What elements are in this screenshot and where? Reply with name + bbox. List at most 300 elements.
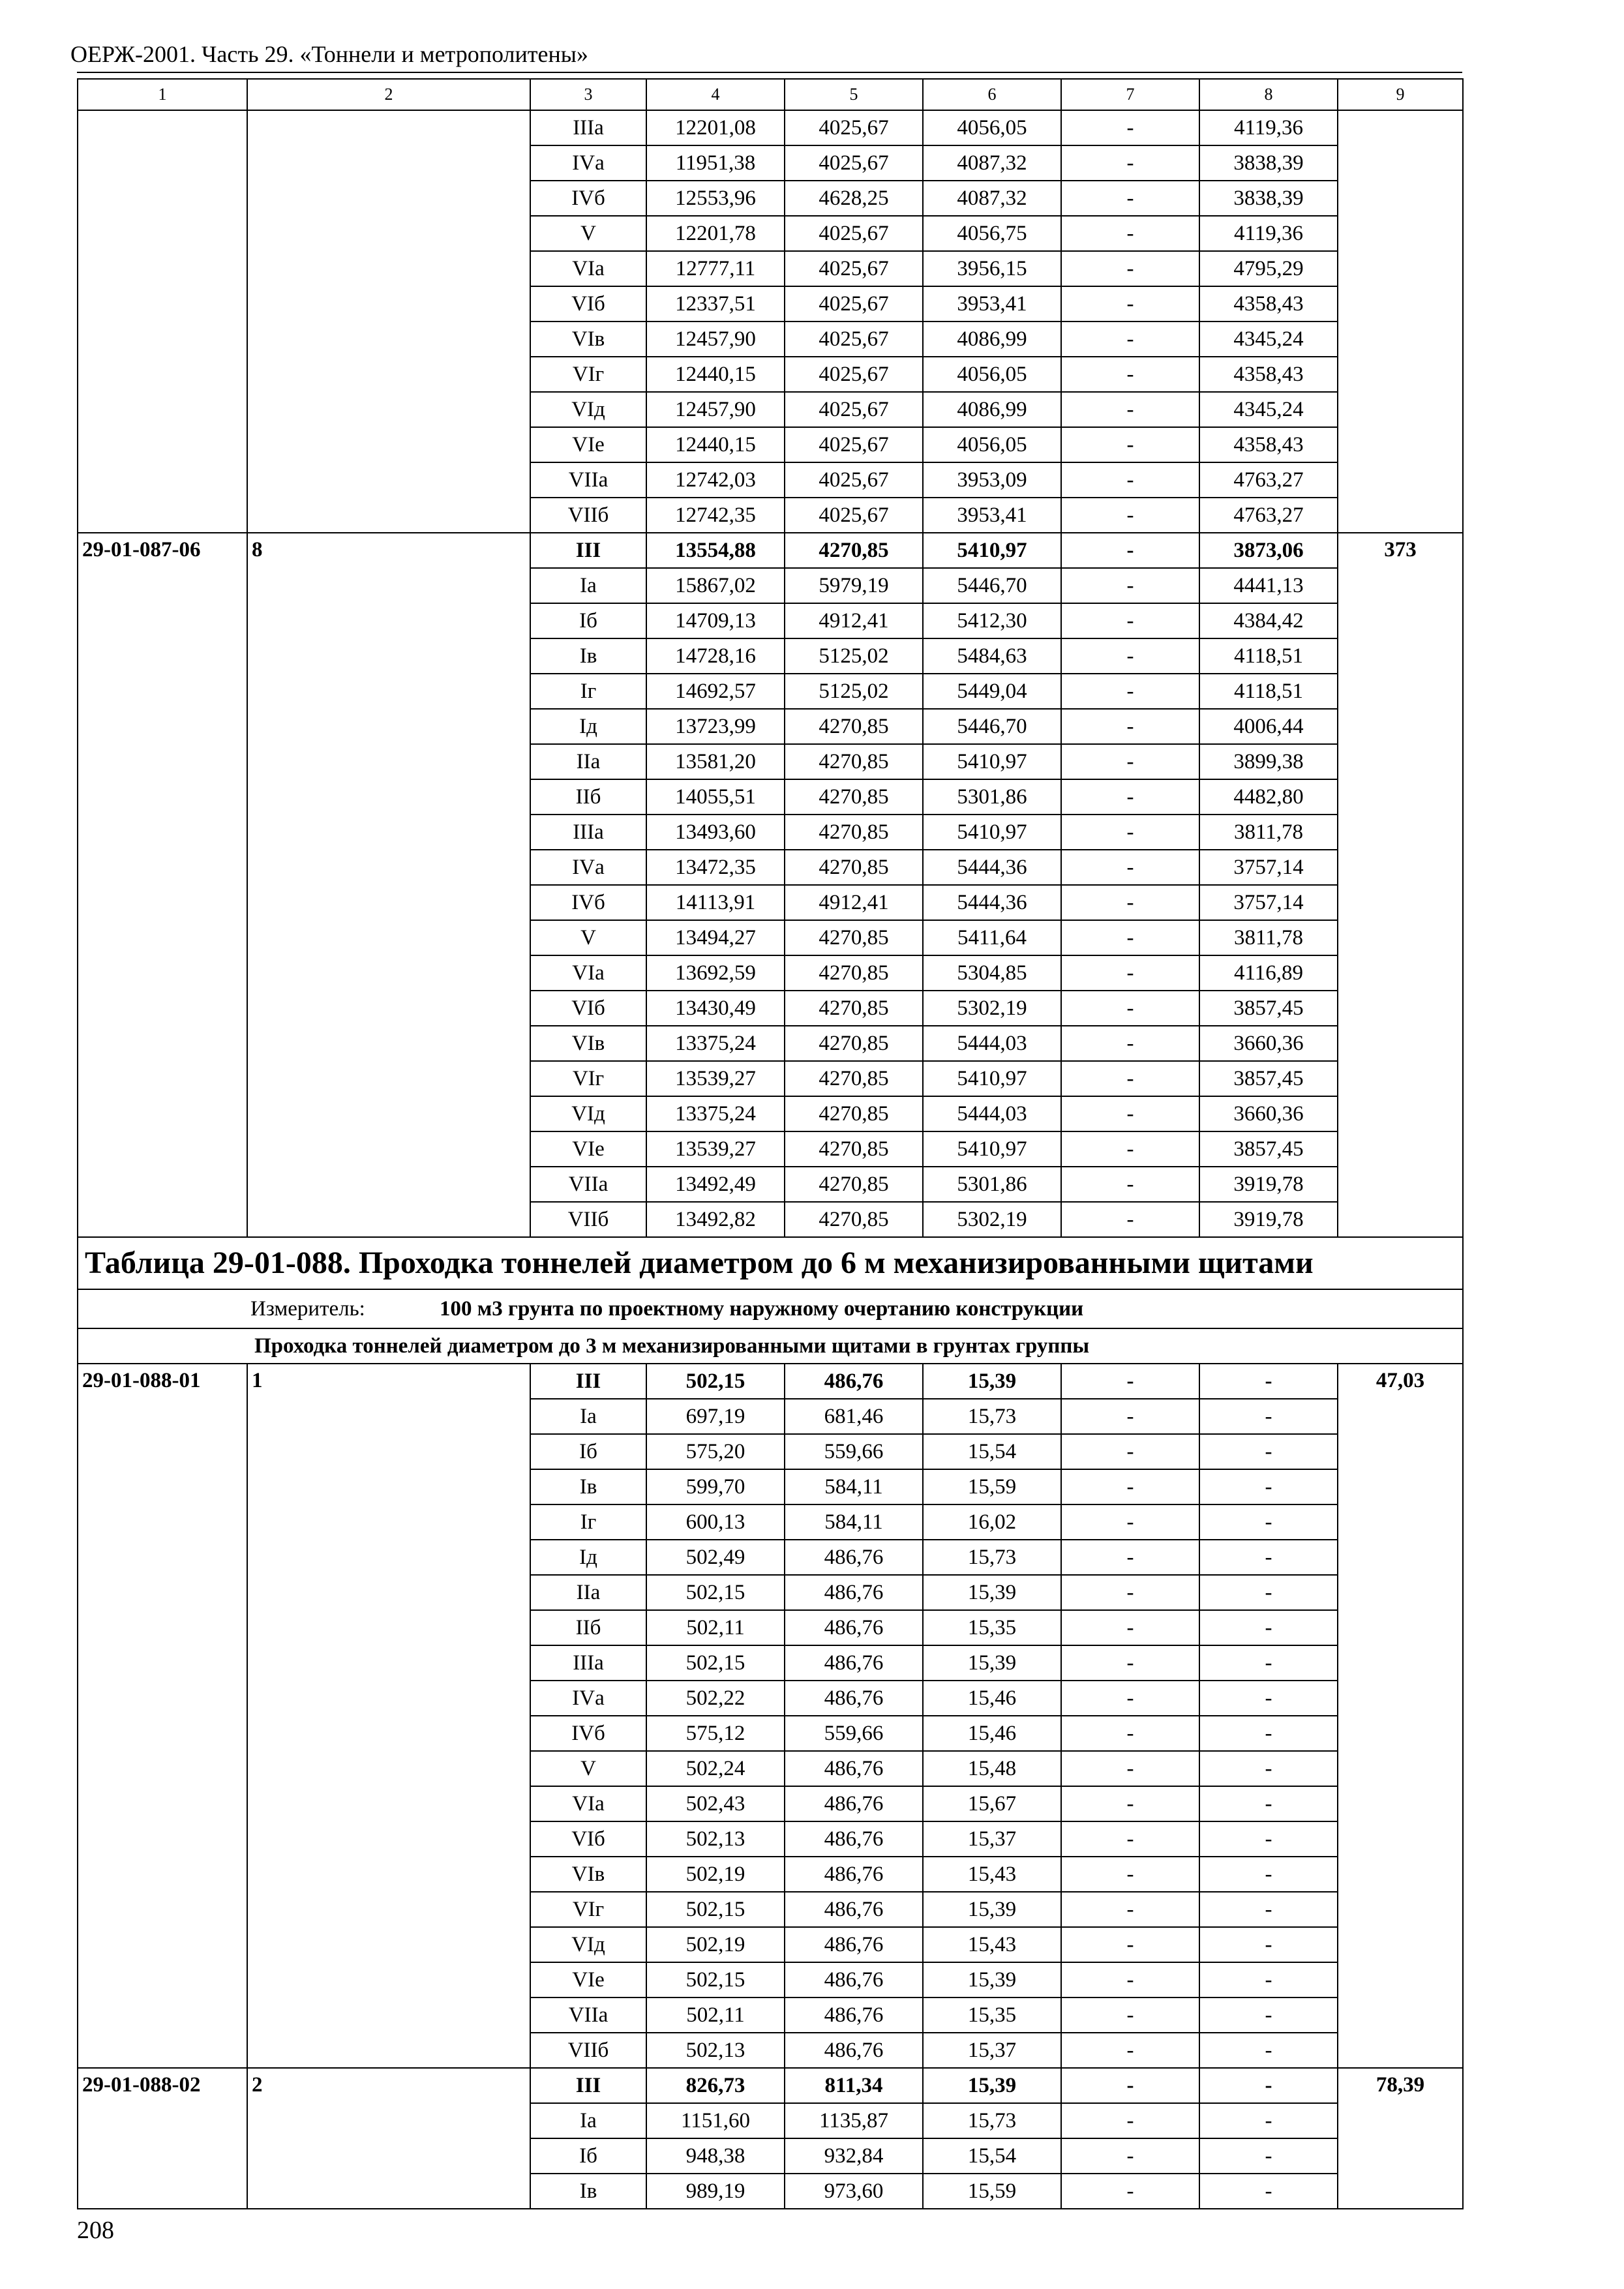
machine-operation: 3953,41 bbox=[923, 286, 1061, 322]
wages: 486,76 bbox=[785, 1997, 923, 2033]
materials: 4482,80 bbox=[1199, 779, 1338, 815]
machine-operation: 15,46 bbox=[923, 1716, 1061, 1751]
wages: 681,46 bbox=[785, 1399, 923, 1434]
operator-wages: - bbox=[1061, 1892, 1199, 1927]
machine-operation: 4056,05 bbox=[923, 427, 1061, 462]
materials: 3660,36 bbox=[1199, 1026, 1338, 1061]
materials: - bbox=[1199, 1399, 1338, 1434]
materials: 4118,51 bbox=[1199, 638, 1338, 674]
machine-operation: 5444,03 bbox=[923, 1096, 1061, 1131]
wages: 4025,67 bbox=[785, 462, 923, 498]
materials: 4384,42 bbox=[1199, 603, 1338, 638]
column-number: 3 bbox=[530, 79, 646, 110]
soil-group: Iд bbox=[530, 709, 646, 744]
materials: - bbox=[1199, 2103, 1338, 2138]
wages: 584,11 bbox=[785, 1469, 923, 1504]
materials: 4763,27 bbox=[1199, 462, 1338, 498]
machine-operation: 5484,63 bbox=[923, 638, 1061, 674]
soil-group: VIIб bbox=[530, 498, 646, 533]
soil-group: V bbox=[530, 216, 646, 251]
wages: 4270,85 bbox=[785, 1202, 923, 1237]
materials: - bbox=[1199, 1716, 1338, 1751]
total-cost: 502,15 bbox=[646, 1962, 785, 1997]
soil-group: Iг bbox=[530, 1504, 646, 1540]
operator-wages: - bbox=[1061, 779, 1199, 815]
column-number: 2 bbox=[247, 79, 530, 110]
operator-wages: - bbox=[1061, 568, 1199, 603]
soil-group: VIв bbox=[530, 322, 646, 357]
operator-wages: - bbox=[1061, 1096, 1199, 1131]
materials: 4116,89 bbox=[1199, 955, 1338, 991]
wages: 932,84 bbox=[785, 2138, 923, 2174]
soil-group: IIб bbox=[530, 1610, 646, 1645]
materials: 3811,78 bbox=[1199, 920, 1338, 955]
materials: - bbox=[1199, 1645, 1338, 1681]
soil-group: IVб bbox=[530, 885, 646, 920]
materials: 4795,29 bbox=[1199, 251, 1338, 286]
operator-wages: - bbox=[1061, 462, 1199, 498]
operator-wages: - bbox=[1061, 1786, 1199, 1821]
total-cost: 502,22 bbox=[646, 1681, 785, 1716]
operator-wages: - bbox=[1061, 1716, 1199, 1751]
machine-operation: 5449,04 bbox=[923, 674, 1061, 709]
soil-group: IIIа bbox=[530, 815, 646, 850]
machine-operation: 4087,32 bbox=[923, 181, 1061, 216]
materials: - bbox=[1199, 1857, 1338, 1892]
machine-operation: 15,48 bbox=[923, 1751, 1061, 1786]
wages: 4025,67 bbox=[785, 322, 923, 357]
total-cost: 502,43 bbox=[646, 1786, 785, 1821]
operator-wages: - bbox=[1061, 1927, 1199, 1962]
materials: 3757,14 bbox=[1199, 885, 1338, 920]
operator-wages: - bbox=[1061, 1131, 1199, 1167]
total-cost: 502,15 bbox=[646, 1575, 785, 1610]
materials: 4119,36 bbox=[1199, 216, 1338, 251]
total-cost: 13375,24 bbox=[646, 1096, 785, 1131]
rate-number: 1 bbox=[247, 1364, 530, 2068]
operator-wages: - bbox=[1061, 1610, 1199, 1645]
wages: 486,76 bbox=[785, 1927, 923, 1962]
total-cost: 600,13 bbox=[646, 1504, 785, 1540]
operator-wages: - bbox=[1061, 709, 1199, 744]
materials: 3873,06 bbox=[1199, 533, 1338, 568]
soil-group: VIб bbox=[530, 286, 646, 322]
machine-operation: 4087,32 bbox=[923, 145, 1061, 181]
soil-group: VIе bbox=[530, 427, 646, 462]
wages: 4025,67 bbox=[785, 286, 923, 322]
measure-value: 100 м3 грунта по проектному наружному очертанию конструкции bbox=[440, 1297, 1084, 1321]
table-row bbox=[78, 1364, 1463, 1399]
materials: - bbox=[1199, 1540, 1338, 1575]
soil-group: VIд bbox=[530, 392, 646, 427]
operator-wages: - bbox=[1061, 1540, 1199, 1575]
table-row bbox=[78, 2068, 1463, 2103]
soil-group: IIа bbox=[530, 1575, 646, 1610]
materials: - bbox=[1199, 2033, 1338, 2068]
total-cost: 12440,15 bbox=[646, 357, 785, 392]
total-cost: 697,19 bbox=[646, 1399, 785, 1434]
operator-wages: - bbox=[1061, 674, 1199, 709]
total-cost: 14692,57 bbox=[646, 674, 785, 709]
materials: 4118,51 bbox=[1199, 674, 1338, 709]
wages: 4912,41 bbox=[785, 603, 923, 638]
soil-group: Iг bbox=[530, 674, 646, 709]
total-cost: 575,20 bbox=[646, 1434, 785, 1469]
table-row bbox=[78, 533, 1463, 568]
operator-wages: - bbox=[1061, 251, 1199, 286]
operator-wages: - bbox=[1061, 1821, 1199, 1857]
machine-operation: 3953,09 bbox=[923, 462, 1061, 498]
machine-operation: 5444,03 bbox=[923, 1026, 1061, 1061]
operator-wages: - bbox=[1061, 955, 1199, 991]
operator-wages: - bbox=[1061, 1504, 1199, 1540]
wages: 486,76 bbox=[785, 2033, 923, 2068]
machine-operation: 5410,97 bbox=[923, 1131, 1061, 1167]
soil-group: IIа bbox=[530, 744, 646, 779]
soil-group: III bbox=[530, 2068, 646, 2103]
materials: - bbox=[1199, 1681, 1338, 1716]
wages: 486,76 bbox=[785, 1857, 923, 1892]
wages: 4270,85 bbox=[785, 1096, 923, 1131]
total-cost: 12201,08 bbox=[646, 110, 785, 145]
soil-group: VIе bbox=[530, 1962, 646, 1997]
machine-operation: 15,39 bbox=[923, 2068, 1061, 2103]
soil-group: Iа bbox=[530, 1399, 646, 1434]
wages: 559,66 bbox=[785, 1716, 923, 1751]
materials: - bbox=[1199, 1610, 1338, 1645]
column-number: 1 bbox=[78, 79, 247, 110]
machine-operation: 4056,05 bbox=[923, 110, 1061, 145]
soil-group: Iв bbox=[530, 2174, 646, 2209]
total-cost: 13692,59 bbox=[646, 955, 785, 991]
operator-wages: - bbox=[1061, 1645, 1199, 1681]
wages: 811,34 bbox=[785, 2068, 923, 2103]
materials: - bbox=[1199, 1962, 1338, 1997]
soil-group: IVа bbox=[530, 850, 646, 885]
operator-wages: - bbox=[1061, 110, 1199, 145]
rates-table-body bbox=[78, 79, 1463, 2209]
wages: 4270,85 bbox=[785, 1061, 923, 1096]
materials: - bbox=[1199, 1469, 1338, 1504]
total-cost: 502,13 bbox=[646, 2033, 785, 2068]
rate-code: 29-01-087-06 bbox=[78, 533, 247, 1237]
operator-wages: - bbox=[1061, 533, 1199, 568]
soil-group: Iб bbox=[530, 603, 646, 638]
operator-wages: - bbox=[1061, 2068, 1199, 2103]
wages: 4270,85 bbox=[785, 850, 923, 885]
operator-wages: - bbox=[1061, 322, 1199, 357]
wages: 4270,85 bbox=[785, 1131, 923, 1167]
wages: 486,76 bbox=[785, 1786, 923, 1821]
operator-wages: - bbox=[1061, 2174, 1199, 2209]
col9-value: 47,03 bbox=[1338, 1364, 1463, 2068]
operator-wages: - bbox=[1061, 850, 1199, 885]
operator-wages: - bbox=[1061, 357, 1199, 392]
wages: 486,76 bbox=[785, 1681, 923, 1716]
total-cost: 13554,88 bbox=[646, 533, 785, 568]
materials: 3919,78 bbox=[1199, 1202, 1338, 1237]
page-header-title: ОЕРЖ-2001. Часть 29. «Тоннели и метрополитены» bbox=[70, 41, 588, 67]
machine-operation: 15,43 bbox=[923, 1927, 1061, 1962]
rate-code: 29-01-088-02 bbox=[78, 2068, 247, 2209]
machine-operation: 5446,70 bbox=[923, 709, 1061, 744]
soil-group: VIа bbox=[530, 251, 646, 286]
wages: 5979,19 bbox=[785, 568, 923, 603]
wages: 4912,41 bbox=[785, 885, 923, 920]
total-cost: 13472,35 bbox=[646, 850, 785, 885]
operator-wages: - bbox=[1061, 498, 1199, 533]
total-cost: 13723,99 bbox=[646, 709, 785, 744]
wages: 4025,67 bbox=[785, 357, 923, 392]
materials: - bbox=[1199, 2138, 1338, 2174]
soil-group: VIIа bbox=[530, 1167, 646, 1202]
soil-group: VIд bbox=[530, 1927, 646, 1962]
soil-group: IVб bbox=[530, 1716, 646, 1751]
wages: 4025,67 bbox=[785, 251, 923, 286]
operator-wages: - bbox=[1061, 2103, 1199, 2138]
rate-number: 2 bbox=[247, 2068, 530, 2209]
machine-operation: 15,37 bbox=[923, 1821, 1061, 1857]
soil-group: VIа bbox=[530, 955, 646, 991]
wages: 5125,02 bbox=[785, 638, 923, 674]
wages: 4270,85 bbox=[785, 744, 923, 779]
wages: 559,66 bbox=[785, 1434, 923, 1469]
wages: 4025,67 bbox=[785, 392, 923, 427]
total-cost: 502,19 bbox=[646, 1927, 785, 1962]
soil-group: VIIа bbox=[530, 1997, 646, 2033]
operator-wages: - bbox=[1061, 744, 1199, 779]
total-cost: 12337,51 bbox=[646, 286, 785, 322]
machine-operation: 15,35 bbox=[923, 1997, 1061, 2033]
column-number: 8 bbox=[1199, 79, 1338, 110]
soil-group: IVб bbox=[530, 181, 646, 216]
operator-wages: - bbox=[1061, 991, 1199, 1026]
measure-label: Измеритель: bbox=[250, 1297, 365, 1321]
soil-group: V bbox=[530, 920, 646, 955]
materials: 3660,36 bbox=[1199, 1096, 1338, 1131]
machine-operation: 5444,36 bbox=[923, 850, 1061, 885]
wages: 4270,85 bbox=[785, 533, 923, 568]
soil-group: IIIа bbox=[530, 110, 646, 145]
measure-row bbox=[78, 1289, 1463, 1328]
operator-wages: - bbox=[1061, 1575, 1199, 1610]
wages: 4025,67 bbox=[785, 498, 923, 533]
rate-code bbox=[78, 110, 247, 533]
soil-group: Iа bbox=[530, 2103, 646, 2138]
operator-wages: - bbox=[1061, 920, 1199, 955]
wages: 4025,67 bbox=[785, 110, 923, 145]
materials: - bbox=[1199, 1751, 1338, 1786]
machine-operation: 15,39 bbox=[923, 1645, 1061, 1681]
header-rule bbox=[77, 72, 1462, 73]
table-title-row bbox=[78, 1237, 1463, 1289]
wages: 486,76 bbox=[785, 1610, 923, 1645]
soil-group: VIб bbox=[530, 991, 646, 1026]
materials: - bbox=[1199, 1927, 1338, 1962]
total-cost: 14709,13 bbox=[646, 603, 785, 638]
total-cost: 575,12 bbox=[646, 1716, 785, 1751]
rate-number: 8 bbox=[247, 533, 530, 1237]
machine-operation: 15,59 bbox=[923, 1469, 1061, 1504]
total-cost: 13430,49 bbox=[646, 991, 785, 1026]
operator-wages: - bbox=[1061, 1469, 1199, 1504]
machine-operation: 5410,97 bbox=[923, 744, 1061, 779]
materials: - bbox=[1199, 1892, 1338, 1927]
total-cost: 13493,60 bbox=[646, 815, 785, 850]
machine-operation: 5304,85 bbox=[923, 955, 1061, 991]
total-cost: 11951,38 bbox=[646, 145, 785, 181]
soil-group: Iд bbox=[530, 1540, 646, 1575]
total-cost: 948,38 bbox=[646, 2138, 785, 2174]
machine-operation: 15,54 bbox=[923, 2138, 1061, 2174]
operator-wages: - bbox=[1061, 1061, 1199, 1096]
rate-number bbox=[247, 110, 530, 533]
operator-wages: - bbox=[1061, 392, 1199, 427]
machine-operation: 15,35 bbox=[923, 1610, 1061, 1645]
machine-operation: 4086,99 bbox=[923, 322, 1061, 357]
total-cost: 15867,02 bbox=[646, 568, 785, 603]
machine-operation: 15,67 bbox=[923, 1786, 1061, 1821]
total-cost: 12742,03 bbox=[646, 462, 785, 498]
total-cost: 502,49 bbox=[646, 1540, 785, 1575]
wages: 4270,85 bbox=[785, 709, 923, 744]
operator-wages: - bbox=[1061, 1997, 1199, 2033]
wages: 4025,67 bbox=[785, 427, 923, 462]
machine-operation: 15,73 bbox=[923, 1540, 1061, 1575]
machine-operation: 15,73 bbox=[923, 2103, 1061, 2138]
column-number-row bbox=[78, 79, 1463, 110]
materials: 3811,78 bbox=[1199, 815, 1338, 850]
wages: 486,76 bbox=[785, 1751, 923, 1786]
wages: 4270,85 bbox=[785, 779, 923, 815]
total-cost: 12742,35 bbox=[646, 498, 785, 533]
wages: 584,11 bbox=[785, 1504, 923, 1540]
materials: 4119,36 bbox=[1199, 110, 1338, 145]
operator-wages: - bbox=[1061, 427, 1199, 462]
machine-operation: 5302,19 bbox=[923, 991, 1061, 1026]
col9-value bbox=[1338, 110, 1463, 533]
operator-wages: - bbox=[1061, 1167, 1199, 1202]
machine-operation: 15,54 bbox=[923, 1434, 1061, 1469]
total-cost: 14728,16 bbox=[646, 638, 785, 674]
machine-operation: 5410,97 bbox=[923, 815, 1061, 850]
total-cost: 13581,20 bbox=[646, 744, 785, 779]
subheading: Проходка тоннелей диаметром до 3 м механизированными щитами в грунтах группы bbox=[78, 1328, 1463, 1364]
subheading-row bbox=[78, 1328, 1463, 1364]
operator-wages: - bbox=[1061, 1751, 1199, 1786]
soil-group: IIб bbox=[530, 779, 646, 815]
total-cost: 12777,11 bbox=[646, 251, 785, 286]
total-cost: 13375,24 bbox=[646, 1026, 785, 1061]
soil-group: Iб bbox=[530, 2138, 646, 2174]
materials: 4358,43 bbox=[1199, 286, 1338, 322]
measure-cell bbox=[78, 1289, 1463, 1328]
total-cost: 1151,60 bbox=[646, 2103, 785, 2138]
materials: 3857,45 bbox=[1199, 1131, 1338, 1167]
wages: 486,76 bbox=[785, 1892, 923, 1927]
wages: 486,76 bbox=[785, 1821, 923, 1857]
wages: 4025,67 bbox=[785, 145, 923, 181]
rates-table bbox=[77, 78, 1464, 2209]
operator-wages: - bbox=[1061, 1681, 1199, 1716]
operator-wages: - bbox=[1061, 2033, 1199, 2068]
wages: 4270,85 bbox=[785, 991, 923, 1026]
soil-group: VIв bbox=[530, 1857, 646, 1892]
materials: 3838,39 bbox=[1199, 181, 1338, 216]
materials: - bbox=[1199, 2068, 1338, 2103]
total-cost: 13494,27 bbox=[646, 920, 785, 955]
soil-group: VIг bbox=[530, 357, 646, 392]
column-number: 4 bbox=[646, 79, 785, 110]
operator-wages: - bbox=[1061, 1962, 1199, 1997]
total-cost: 826,73 bbox=[646, 2068, 785, 2103]
materials: 3857,45 bbox=[1199, 1061, 1338, 1096]
materials: - bbox=[1199, 2174, 1338, 2209]
total-cost: 13492,82 bbox=[646, 1202, 785, 1237]
soil-group: IVа bbox=[530, 145, 646, 181]
machine-operation: 4056,75 bbox=[923, 216, 1061, 251]
soil-group: III bbox=[530, 1364, 646, 1399]
wages: 486,76 bbox=[785, 1364, 923, 1399]
materials: - bbox=[1199, 1504, 1338, 1540]
table-title: Таблица 29-01-088. Проходка тоннелей диаметром до 6 м механизированными щитами bbox=[78, 1237, 1463, 1289]
soil-group: VIв bbox=[530, 1026, 646, 1061]
wages: 4270,85 bbox=[785, 955, 923, 991]
materials: 4345,24 bbox=[1199, 322, 1338, 357]
operator-wages: - bbox=[1061, 1399, 1199, 1434]
machine-operation: 5410,97 bbox=[923, 533, 1061, 568]
soil-group: VIг bbox=[530, 1892, 646, 1927]
materials: 4006,44 bbox=[1199, 709, 1338, 744]
soil-group: VIIб bbox=[530, 2033, 646, 2068]
total-cost: 12457,90 bbox=[646, 322, 785, 357]
total-cost: 502,15 bbox=[646, 1364, 785, 1399]
operator-wages: - bbox=[1061, 815, 1199, 850]
materials: 4358,43 bbox=[1199, 357, 1338, 392]
total-cost: 502,11 bbox=[646, 1610, 785, 1645]
total-cost: 12201,78 bbox=[646, 216, 785, 251]
operator-wages: - bbox=[1061, 145, 1199, 181]
column-number: 7 bbox=[1061, 79, 1199, 110]
materials: 3919,78 bbox=[1199, 1167, 1338, 1202]
soil-group: Iв bbox=[530, 1469, 646, 1504]
wages: 486,76 bbox=[785, 1645, 923, 1681]
machine-operation: 15,46 bbox=[923, 1681, 1061, 1716]
col9-value: 78,39 bbox=[1338, 2068, 1463, 2209]
total-cost: 502,11 bbox=[646, 1997, 785, 2033]
soil-group: Iв bbox=[530, 638, 646, 674]
machine-operation: 15,43 bbox=[923, 1857, 1061, 1892]
machine-operation: 4056,05 bbox=[923, 357, 1061, 392]
machine-operation: 5444,36 bbox=[923, 885, 1061, 920]
table-row bbox=[78, 110, 1463, 145]
materials: 4345,24 bbox=[1199, 392, 1338, 427]
materials: - bbox=[1199, 1434, 1338, 1469]
machine-operation: 15,59 bbox=[923, 2174, 1061, 2209]
wages: 4270,85 bbox=[785, 1167, 923, 1202]
soil-group: VIд bbox=[530, 1096, 646, 1131]
soil-group: III bbox=[530, 533, 646, 568]
machine-operation: 5301,86 bbox=[923, 1167, 1061, 1202]
total-cost: 12553,96 bbox=[646, 181, 785, 216]
soil-group: IVа bbox=[530, 1681, 646, 1716]
machine-operation: 16,02 bbox=[923, 1504, 1061, 1540]
materials: 4441,13 bbox=[1199, 568, 1338, 603]
machine-operation: 5410,97 bbox=[923, 1061, 1061, 1096]
soil-group: VIIб bbox=[530, 1202, 646, 1237]
col9-value: 373 bbox=[1338, 533, 1463, 1237]
materials: - bbox=[1199, 1575, 1338, 1610]
